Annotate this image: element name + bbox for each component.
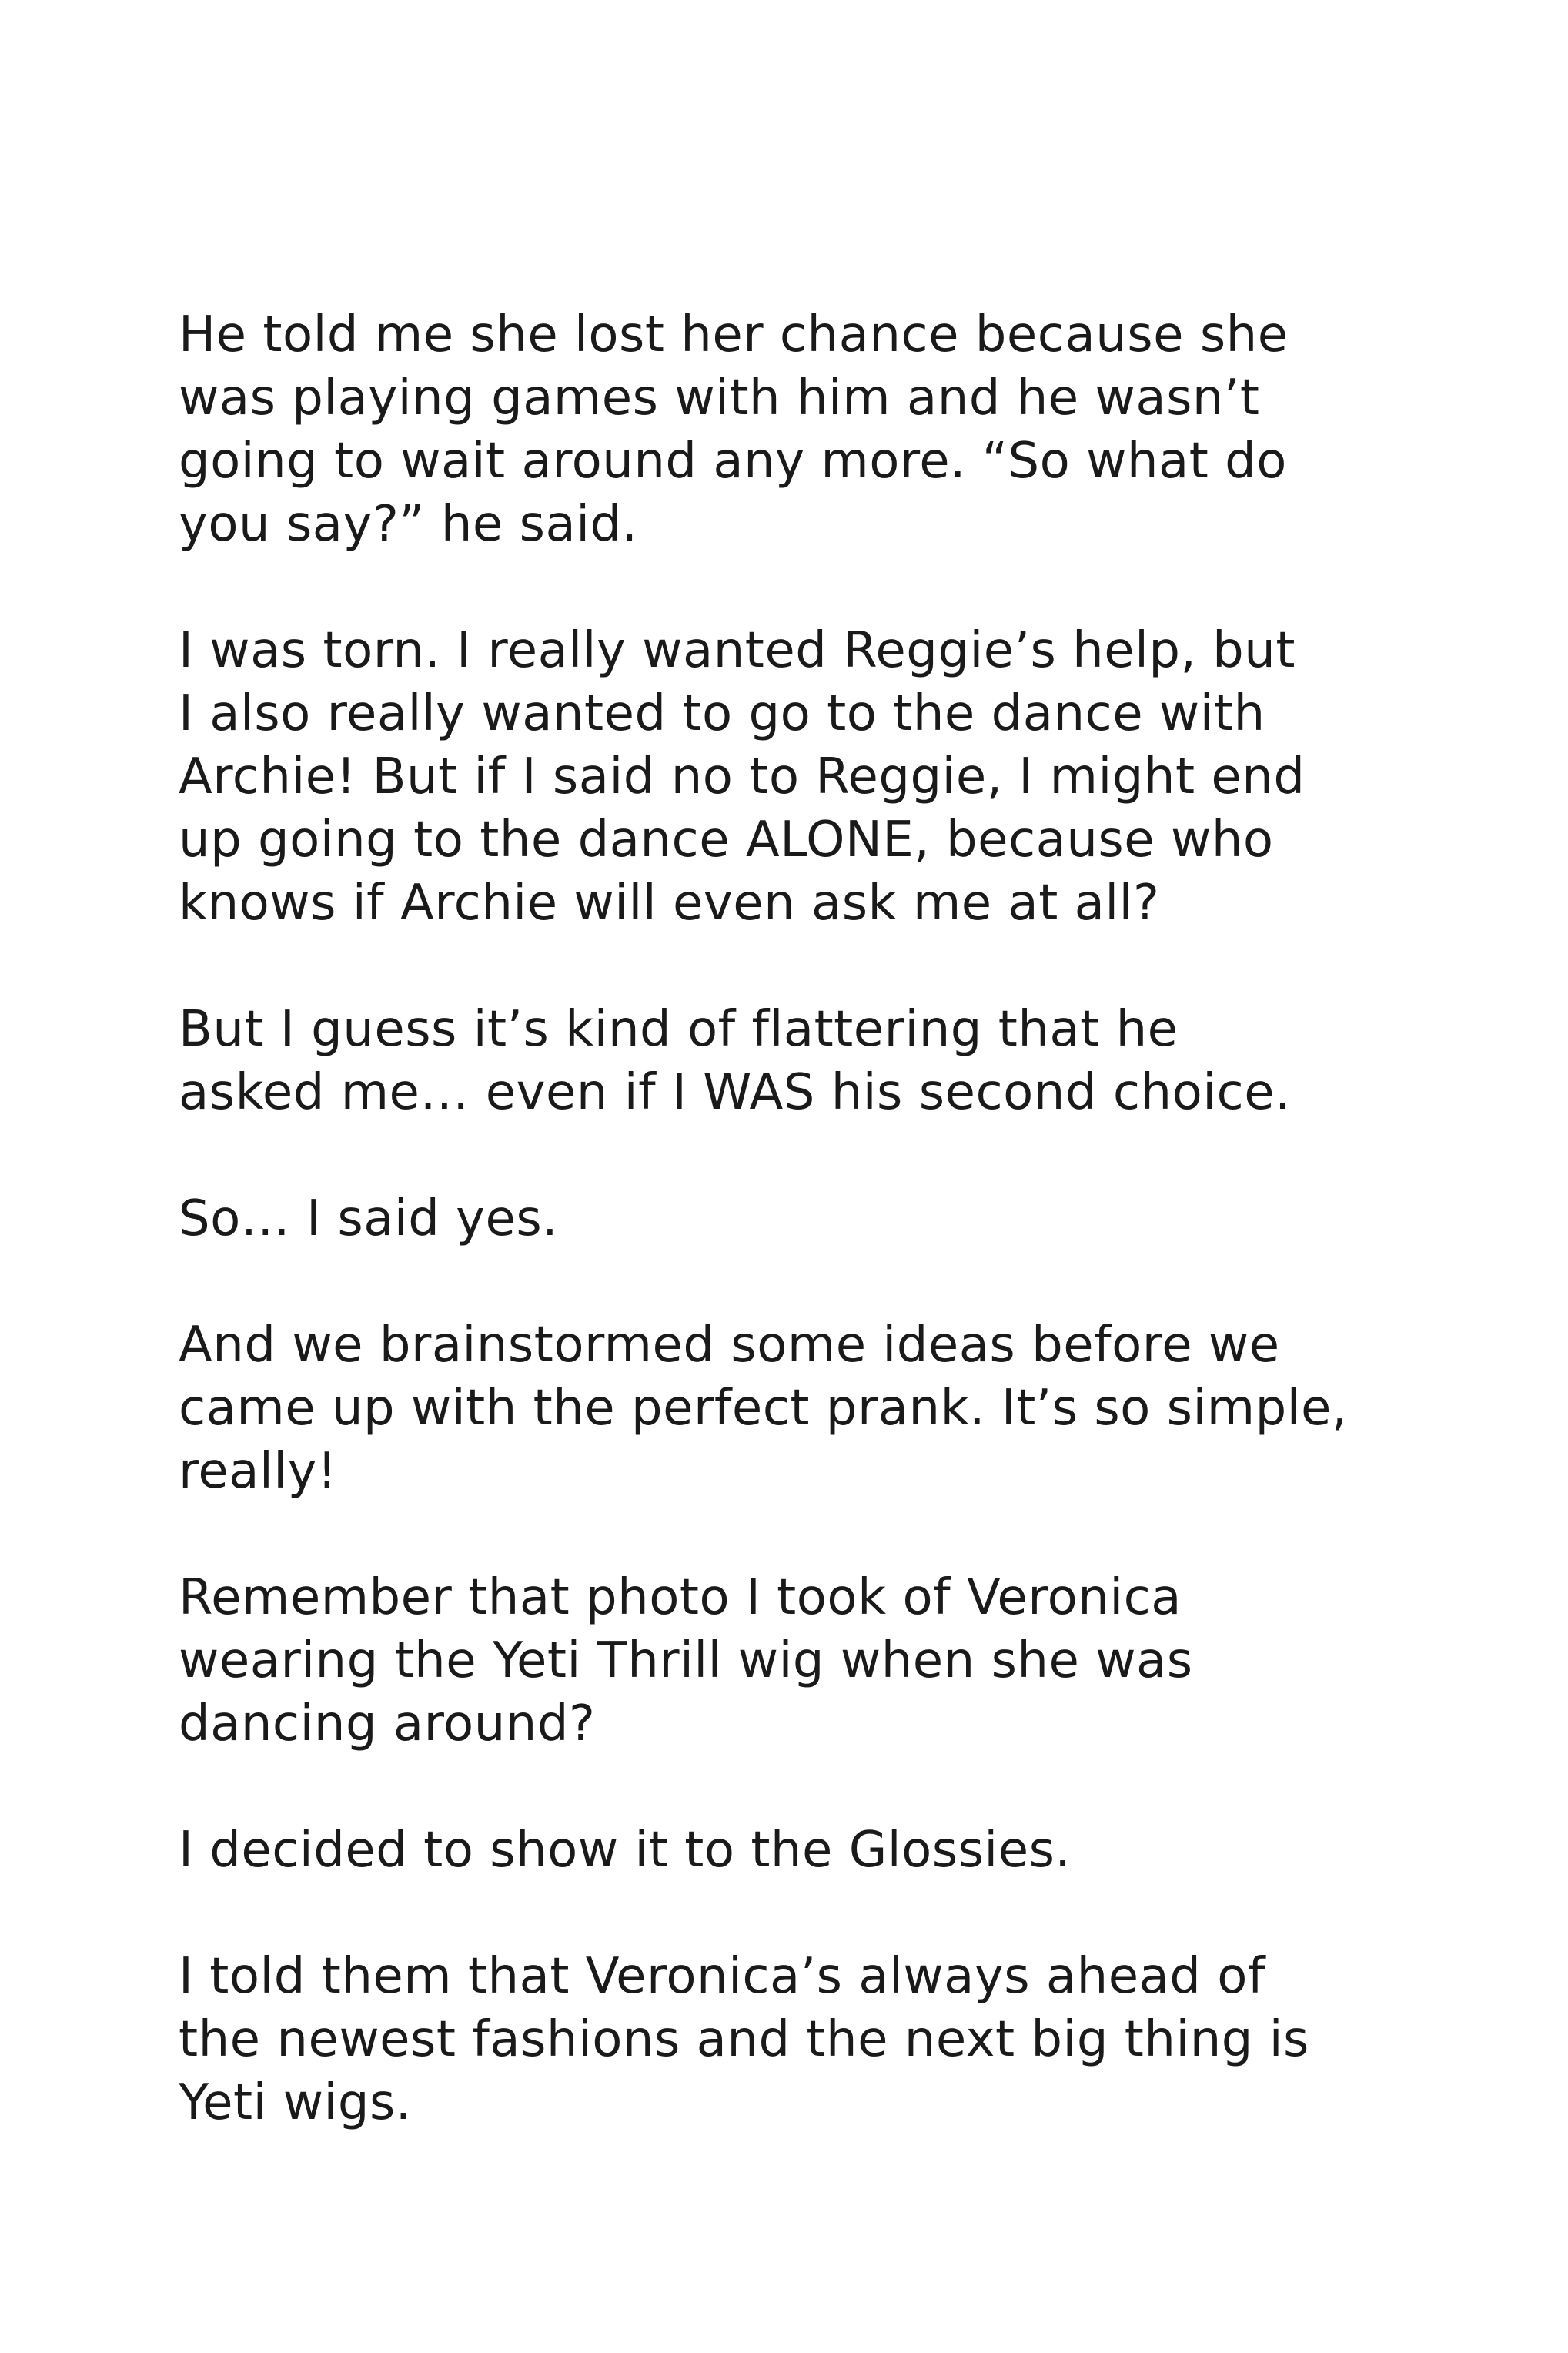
page-text bbox=[179, 303, 1441, 2197]
paragraph-3 bbox=[179, 998, 1441, 1124]
paragraph-7 bbox=[179, 1819, 1441, 1882]
paragraph-1 bbox=[179, 303, 1441, 556]
paragraph-4 bbox=[179, 1187, 1441, 1250]
text-line: going to wait around any more. “So what do bbox=[179, 433, 1287, 490]
text-line: the newest fashions and the next big thing is bbox=[179, 2011, 1309, 2068]
text-line: So… I said yes. bbox=[179, 1190, 559, 1247]
text-line: asked me… even if I WAS his second choice. bbox=[179, 1064, 1291, 1121]
text-line: Archie! But if I said no to Reggie, I might end bbox=[179, 748, 1306, 805]
text-line: I also really wanted to go to the dance with bbox=[179, 685, 1265, 742]
text-line: But I guess it’s kind of flattering that he bbox=[179, 1001, 1179, 1058]
text-line: Yeti wigs. bbox=[179, 2074, 412, 2131]
text-line: came up with the perfect prank. It’s so simple, bbox=[179, 1380, 1348, 1437]
text-line: wearing the Yeti Thrill wig when she was bbox=[179, 1632, 1193, 1689]
text-line: was playing games with him and he wasn’t bbox=[179, 370, 1260, 427]
paragraph-6 bbox=[179, 1566, 1441, 1756]
text-line: He told me she lost her chance because she bbox=[179, 306, 1289, 363]
text-line: knows if Archie will even ask me at all? bbox=[179, 875, 1160, 932]
paragraph-2 bbox=[179, 619, 1441, 935]
text-line: dancing around? bbox=[179, 1695, 596, 1752]
text-line: you say?” he said. bbox=[179, 496, 638, 553]
text-line: really! bbox=[179, 1443, 338, 1500]
text-line: And we brainstormed some ideas before we bbox=[179, 1317, 1280, 1374]
text-line: Remember that photo I took of Veronica bbox=[179, 1569, 1182, 1626]
text-line: I told them that Veronica’s always ahead of bbox=[179, 1948, 1265, 2005]
paragraph-5 bbox=[179, 1314, 1441, 1503]
text-line: I decided to show it to the Glossies. bbox=[179, 1822, 1072, 1879]
paragraph-8 bbox=[179, 1945, 1441, 2134]
text-line: I was torn. I really wanted Reggie’s help, but bbox=[179, 622, 1296, 679]
text-line: up going to the dance ALONE, because who bbox=[179, 812, 1274, 869]
